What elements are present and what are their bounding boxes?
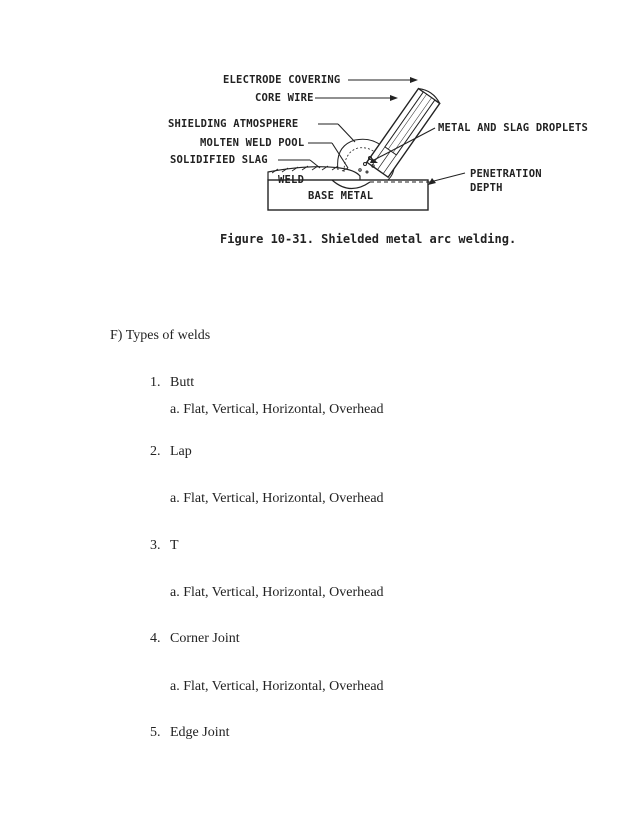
label-base-metal: BASE METAL bbox=[308, 190, 374, 202]
figure-caption: Figure 10-31. Shielded metal arc welding. bbox=[220, 232, 517, 246]
label-core-wire: CORE WIRE bbox=[255, 92, 314, 104]
item-4-number: 4. bbox=[150, 631, 161, 646]
label-penetration: PENETRATION bbox=[470, 168, 542, 180]
item-2-sub: a. Flat, Vertical, Horizontal, Overhead bbox=[170, 491, 384, 506]
item-2-number: 2. bbox=[150, 444, 161, 459]
label-weld: WELD bbox=[278, 174, 305, 186]
item-3-label: T bbox=[170, 538, 179, 553]
item-1-sub: a. Flat, Vertical, Horizontal, Overhead bbox=[170, 402, 384, 417]
label-metal-slag-droplets: METAL AND SLAG DROPLETS bbox=[438, 122, 588, 134]
label-shielding-atmosphere: SHIELDING ATMOSPHERE bbox=[168, 118, 299, 130]
label-solidified-slag: SOLIDIFIED SLAG bbox=[170, 154, 268, 166]
item-4-sub: a. Flat, Vertical, Horizontal, Overhead bbox=[170, 679, 384, 694]
item-1-label: Butt bbox=[170, 375, 195, 390]
label-depth: DEPTH bbox=[470, 182, 503, 194]
label-molten-weld-pool: MOLTEN WELD POOL bbox=[200, 137, 305, 149]
label-electrode-covering: ELECTRODE COVERING bbox=[223, 74, 341, 86]
section-heading: F) Types of welds bbox=[110, 328, 211, 343]
electrode bbox=[367, 86, 442, 178]
item-1-number: 1. bbox=[150, 375, 161, 390]
item-3-sub: a. Flat, Vertical, Horizontal, Overhead bbox=[170, 585, 384, 600]
item-5-number: 5. bbox=[150, 725, 161, 740]
item-3-number: 3. bbox=[150, 538, 161, 553]
item-4-label: Corner Joint bbox=[170, 631, 240, 646]
welding-diagram bbox=[160, 60, 610, 260]
item-2-label: Lap bbox=[170, 444, 192, 459]
item-5-label: Edge Joint bbox=[170, 725, 230, 740]
